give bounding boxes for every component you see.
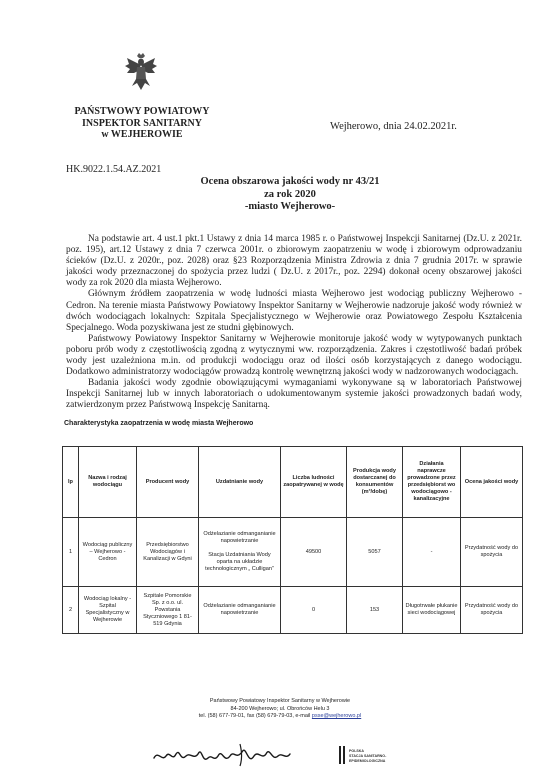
footer-line-1: Państwowy Powiatowy Inspektor Sanitarny w Wejherowie — [209, 698, 351, 704]
cell-corrective-actions: - — [403, 518, 461, 587]
cell-population: 49500 — [281, 518, 347, 587]
table-row — [63, 587, 523, 634]
header-lp: lp — [63, 447, 79, 518]
email-link[interactable]: psse@wejherowo.pl — [311, 713, 362, 719]
title-line-2: za rok 2020 — [264, 188, 316, 200]
svg-text:STACJA SANITARNO-: STACJA SANITARNO- — [349, 754, 387, 758]
logo-mark-icon — [338, 744, 408, 766]
institution-line-3: w WEJHEROWIE — [101, 129, 183, 140]
cell-name: Wodociąg publiczny – Wejherowo - Cedron — [79, 518, 137, 587]
header-production: Produkcja wody dostarczanej do konsumentów (m³/dobę) — [347, 447, 403, 518]
page-footer — [130, 698, 430, 721]
document-body — [66, 234, 522, 412]
polish-eagle-emblem — [124, 52, 158, 92]
header-name: Nazwa i rodzaj wodociągu — [79, 447, 137, 518]
header-treatment: Uzdatnianie wody — [199, 447, 281, 518]
institution-line-1: PAŃSTWOWY POWIATOWY — [74, 106, 210, 117]
paragraph-legal-basis: Na podstawie art. 4 ust.1 pkt.1 Ustawy z dnia 14 marca 1985 r. o Państwowej Inspekcji Sanitarnej (Dz.U. z 2021r. poz. 195), art.12 Ustawy z dnia 7 czerwca 2001r. o zbiorowym zaopatrzeniu w wodę i zbiorowym odprowadzaniu ścieków (Dz.U. z 2020r., poz. 2028) oraz §23 Rozporządzenia Ministra Zdrowia z dnia 7 grudnia 2017r. w sprawie jakości wody przeznaczonej do spożycia przez ludzi ( Dz.U. z 2017r., poz. 2294) dokonał oceny obszarowej jakości wody za rok 2020 dla miasta Wejherowo. — [66, 234, 522, 289]
svg-text:POLSKA: POLSKA — [349, 749, 364, 753]
reference-number: HK.9022.1.54.AZ.2021 — [66, 164, 162, 175]
header-quality: Ocena jakości wody — [461, 447, 523, 518]
cell-producer: Szpitale Pomorskie Sp. z o.o. ul. Powstania Styczniowego 1 81-519 Gdynia — [137, 587, 199, 634]
footer-line-3 — [130, 713, 430, 721]
title-line-3: -miasto Wejherowo- — [244, 201, 336, 212]
cell-lp: 2 — [63, 587, 79, 634]
table-row — [63, 518, 523, 587]
cell-lp: 1 — [63, 518, 79, 587]
cell-quality: Przydatność wody do spożycia — [461, 518, 523, 587]
signature — [150, 738, 330, 768]
institution-name — [60, 106, 224, 141]
paragraph-laboratories: Badania jakości wody zgodnie obowiązującymi wymaganiami wykonywane są w laboratoriach Państwowej Inspekcji Sanitarnej lub w innych laboratoriach o udokumentowanym systemie jakości prowadzonych badań wody, zatwierdzonym przez Państwową Inspekcję Sanitarną. — [66, 378, 522, 411]
title-line-1: Ocena obszarowa jakości wody nr 43/21 — [200, 176, 380, 187]
document-title — [140, 176, 440, 214]
header-corrective-actions: Działania naprawcze prowadzone przez przedsiębiorst wo wodociągowo - kanalizacyjne — [403, 447, 461, 518]
cell-name: Wodociąg lokalny - Szpital Specjalistyczny w Wejherowie — [79, 587, 137, 634]
header-population: Liczba ludności zaopatrywanej w wodę — [281, 447, 347, 518]
cell-production: 5057 — [347, 518, 403, 587]
cell-population: 0 — [281, 587, 347, 634]
cell-treatment: Odżelazianie odmanganianie napowietrzanie — [199, 587, 281, 634]
header-producer: Producent wody — [137, 447, 199, 518]
cell-quality: Przydatność wody do spożycia — [461, 587, 523, 634]
cell-production: 153 — [347, 587, 403, 634]
institution-line-2: INSPEKTOR SANITARNY — [82, 117, 202, 129]
paragraph-water-source: Głównym źródłem zaopatrzenia w wodę ludności miasta Wejherowo jest wodociąg publiczny Wejherowo - Cedron. Na terenie miasta Państwowy Powiatowy Inspektor Sanitarny w Wejherowie nadzoruje jakość wody również w dwóch wodociągach lokalnych: Szpitala Specjalistycznego w Wejherowie oraz Powiatowego Zespołu Kształcenia Specjalnego. Woda pozyskiwana jest ze studni głębinowych. — [66, 289, 522, 333]
water-supply-table — [62, 446, 523, 634]
table-caption: Charakterystyka zaopatrzenia w wodę miasta Wejherowo — [64, 420, 254, 427]
paragraph-monitoring: Państwowy Powiatowy Inspektor Sanitarny w Wejherowie monitoruje jakość wody w wytypowanych punktach poboru prób wody z częstotliwością zgodną z wytycznymi ww. rozporządzenia. Zakres i częstotliwość badań próbek wody jest uzależniona m.in. od produkcji wodociągu oraz od ilości osób korzystających z danego wodociągu. Dodatkowo administratorzy wodociągów prowadzą kontrolę wewnętrzną jakości wody w nadzorowanych wodociągach. — [66, 333, 522, 378]
table-header-row — [63, 447, 523, 518]
document-date: Wejherowo, dnia 24.02.2021r. — [330, 121, 457, 132]
cell-corrective-actions: Długotrwałe płukanie sieci wodociągowej — [403, 587, 461, 634]
cell-treatment: Odżelazianie odmanganianie napowietrzanie Stacja Uzdatniania Wody oparta na układzie technologicznym „ Culligan” — [199, 518, 281, 587]
cell-producer: Przedsiębiorstwo Wodociągów i Kanalizacji w Gdyni — [137, 518, 199, 587]
svg-text:EPIDEMIOLOGICZNA: EPIDEMIOLOGICZNA — [349, 759, 386, 763]
footer-contact: tel. (58) 677-79-01, fax (58) 679-79-03, e-mail — [198, 713, 312, 719]
institution-logo — [338, 744, 408, 766]
footer-line-2: 84-200 Wejherowo; ul. Obrońców Helu 3 — [230, 705, 330, 712]
